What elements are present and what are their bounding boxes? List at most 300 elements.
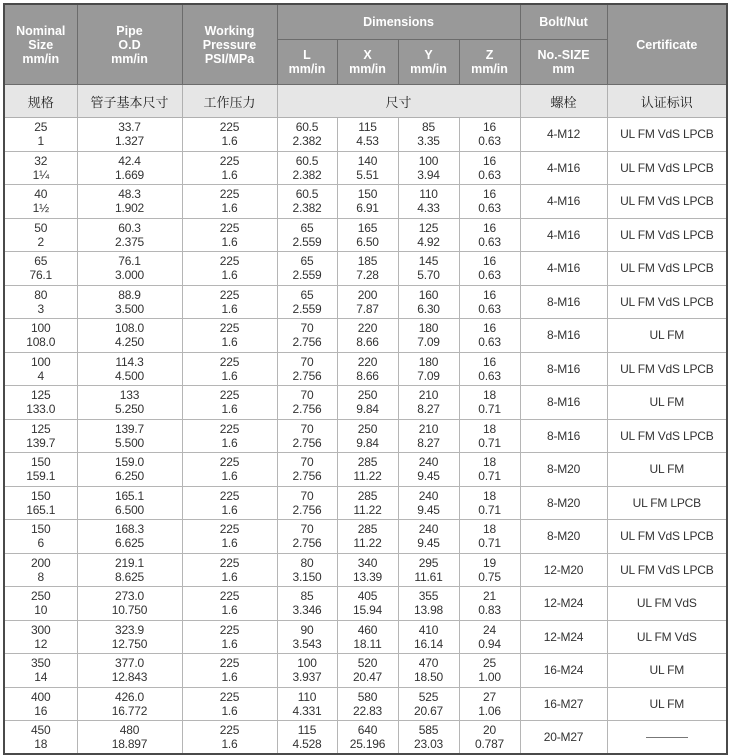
header-text: Nominal <box>16 23 66 38</box>
value-mm: 85 <box>422 120 435 135</box>
value-in: 0.63 <box>478 134 501 149</box>
cell-dim-y <box>398 486 459 520</box>
value-mm: 70 <box>300 354 314 369</box>
cell-nominal-size <box>4 553 77 587</box>
cell-dim-y <box>398 687 459 721</box>
value-mm: 115 <box>358 120 377 135</box>
cell-pipe-od <box>77 587 182 621</box>
cell-dim-x <box>337 319 398 353</box>
cell-dim-x <box>337 419 398 453</box>
value-mm: 125 <box>418 220 439 235</box>
value-mm: 18 <box>483 522 496 537</box>
cell-certificate: UL FM VdS LPCB <box>607 352 727 386</box>
cell-dim-y <box>398 419 459 453</box>
value-in: 0.83 <box>478 603 501 618</box>
value-mm: 40 <box>34 187 48 202</box>
header-dimensions: Dimensions <box>277 4 520 40</box>
cell-dim-y <box>398 620 459 654</box>
value-mm: 125 <box>31 421 51 436</box>
cell-nominal-size <box>4 520 77 554</box>
value-in: 2.756 <box>292 368 322 383</box>
value-in: 10 <box>34 603 48 618</box>
value-mm: 24 <box>483 622 496 637</box>
value-in: 0.71 <box>478 469 501 484</box>
value-mm: 159.0 <box>114 455 145 470</box>
cn-header-pipe-od: 管子基本尺寸 <box>77 85 182 118</box>
cell-dim-z <box>459 553 520 587</box>
value-mm: 21 <box>483 589 496 604</box>
value-mm: 405 <box>357 589 378 604</box>
table-row <box>4 587 727 621</box>
value-mm: 16 <box>483 287 496 302</box>
cell-nominal-size <box>4 319 77 353</box>
value-mm: 520 <box>357 656 378 671</box>
value-in: 0.63 <box>478 234 501 249</box>
value-mm: 27 <box>483 689 496 704</box>
cell-dim-l <box>277 118 337 152</box>
cell-dim-x <box>337 553 398 587</box>
header-unit: mm/in <box>288 62 326 76</box>
cell-dim-x <box>337 386 398 420</box>
cell-working-pressure <box>182 419 277 453</box>
cell-working-pressure <box>182 453 277 487</box>
header-unit: mm/in <box>22 51 60 66</box>
value-in: 6.30 <box>417 301 440 316</box>
value-in: 0.63 <box>478 268 501 283</box>
header-row-chinese <box>4 85 727 118</box>
table-row <box>4 252 727 286</box>
value-in: 0.63 <box>478 368 501 383</box>
value-mm: 240 <box>418 488 439 503</box>
cell-bolt-size: 12-M20 <box>520 553 607 587</box>
value-mm: 165 <box>357 220 378 235</box>
value-mm: 200 <box>357 287 378 302</box>
header-text: Z <box>485 48 494 62</box>
cell-dim-x <box>337 620 398 654</box>
table-row <box>4 319 727 353</box>
value-mm: 65 <box>300 287 314 302</box>
cell-pipe-od <box>77 151 182 185</box>
cn-header-nominal-size: 规格 <box>4 85 77 118</box>
value-in: 0.71 <box>478 502 501 517</box>
value-mm: 200 <box>31 555 51 570</box>
value-in: 2.382 <box>292 167 322 182</box>
value-in: 0.63 <box>478 201 501 216</box>
value-mm: 225 <box>219 254 240 269</box>
value-in: 1.6 <box>221 469 238 484</box>
value-in: 9.45 <box>417 502 440 517</box>
cell-dim-z <box>459 352 520 386</box>
header-unit: mm <box>552 62 575 76</box>
value-in: 1.6 <box>221 335 238 350</box>
cell-bolt-size: 4-M16 <box>520 185 607 219</box>
value-in: 1 <box>37 134 44 149</box>
value-in: 12 <box>34 636 48 651</box>
value-mm: 350 <box>31 656 51 671</box>
cell-dim-x <box>337 185 398 219</box>
cell-working-pressure <box>182 185 277 219</box>
value-mm: 18 <box>483 421 496 436</box>
cell-nominal-size <box>4 453 77 487</box>
value-mm: 76.1 <box>118 254 141 269</box>
value-mm: 300 <box>31 622 51 637</box>
cell-nominal-size <box>4 419 77 453</box>
flange-spec-table <box>3 3 728 755</box>
table-row <box>4 654 727 688</box>
value-in: 76.1 <box>29 268 53 283</box>
value-in: 0.787 <box>475 737 505 751</box>
value-mm: 48.3 <box>118 187 141 202</box>
value-mm: 240 <box>418 455 439 470</box>
cell-bolt-size: 16-M27 <box>520 687 607 721</box>
cell-certificate: UL FM VdS LPCB <box>607 285 727 319</box>
value-mm: 115 <box>297 723 317 737</box>
value-in: 5.250 <box>114 402 145 417</box>
value-in: 0.63 <box>478 335 501 350</box>
value-in: 2.375 <box>114 234 145 249</box>
cell-dim-y <box>398 721 459 755</box>
cell-dim-y <box>398 218 459 252</box>
header-certificate: Certificate <box>607 4 727 85</box>
value-mm: 150 <box>31 522 51 537</box>
value-mm: 225 <box>219 488 240 503</box>
cell-certificate: UL FM VdS LPCB <box>607 252 727 286</box>
value-mm: 125 <box>31 388 51 403</box>
value-mm: 160 <box>418 287 439 302</box>
value-in: 16.772 <box>111 703 148 718</box>
cell-certificate: UL FM <box>607 654 727 688</box>
cn-header-working-pressure: 工作压力 <box>182 85 277 118</box>
cell-dim-l <box>277 185 337 219</box>
cell-dim-l <box>277 654 337 688</box>
value-in: 2.559 <box>292 301 322 316</box>
cell-nominal-size <box>4 654 77 688</box>
cell-dim-l <box>277 319 337 353</box>
value-mm: 340 <box>357 555 378 570</box>
value-mm: 585 <box>418 723 439 737</box>
cell-dim-y <box>398 151 459 185</box>
value-in: 2.756 <box>292 335 322 350</box>
value-in: 133.0 <box>26 402 56 417</box>
value-in: 9.84 <box>356 402 379 417</box>
value-in: 1.06 <box>478 703 501 718</box>
value-in: 3.543 <box>292 636 322 651</box>
cell-dim-y <box>398 654 459 688</box>
table-row <box>4 185 727 219</box>
value-in: 1.6 <box>221 134 238 149</box>
cell-dim-l <box>277 687 337 721</box>
value-in: 1.6 <box>221 234 238 249</box>
table-row <box>4 721 727 755</box>
cell-working-pressure <box>182 687 277 721</box>
header-dim-l <box>277 40 337 85</box>
value-in: 12.843 <box>111 670 148 685</box>
cell-nominal-size <box>4 587 77 621</box>
cell-dim-l <box>277 520 337 554</box>
value-mm: 285 <box>357 488 378 503</box>
value-in: 1½ <box>32 201 49 216</box>
cell-pipe-od <box>77 721 182 755</box>
cell-dim-l <box>277 453 337 487</box>
value-mm: 273.0 <box>114 589 145 604</box>
value-in: 10.750 <box>111 603 148 618</box>
cell-dim-y <box>398 185 459 219</box>
value-in: 8.66 <box>356 335 379 350</box>
table-body <box>4 118 727 755</box>
cell-dim-y <box>398 553 459 587</box>
header-text: Y <box>424 48 433 62</box>
value-mm: 70 <box>300 488 314 503</box>
value-mm: 60.5 <box>295 153 319 168</box>
value-in: 165.1 <box>26 502 56 517</box>
value-in: 108.0 <box>26 335 56 350</box>
value-mm: 16 <box>483 153 496 168</box>
value-in: 2.559 <box>292 268 322 283</box>
cell-pipe-od <box>77 118 182 152</box>
spec-table-container <box>3 3 726 755</box>
cell-working-pressure <box>182 319 277 353</box>
header-text: O.D <box>118 37 141 52</box>
value-in: 16.14 <box>413 636 444 651</box>
cell-dim-l <box>277 620 337 654</box>
value-in: 9.45 <box>417 536 440 551</box>
cell-dim-z <box>459 285 520 319</box>
cell-certificate: UL FM <box>607 319 727 353</box>
value-in: 2.756 <box>292 502 322 517</box>
header-text: Pipe <box>116 23 143 38</box>
cell-dim-z <box>459 654 520 688</box>
value-in: 7.87 <box>356 301 379 316</box>
table-row <box>4 151 727 185</box>
cell-nominal-size <box>4 687 77 721</box>
value-mm: 80 <box>300 555 314 570</box>
cell-dim-z <box>459 386 520 420</box>
value-in: 2.756 <box>292 536 322 551</box>
cell-dim-x <box>337 486 398 520</box>
value-in: 0.71 <box>478 402 501 417</box>
cell-nominal-size <box>4 185 77 219</box>
header-text: X <box>363 48 372 62</box>
value-mm: 450 <box>31 723 51 737</box>
value-in: 2.756 <box>292 435 322 450</box>
value-mm: 42.4 <box>118 153 141 168</box>
cell-certificate: UL FM VdS LPCB <box>607 151 727 185</box>
value-mm: 16 <box>483 254 496 269</box>
cell-dim-x <box>337 687 398 721</box>
cell-dim-x <box>337 654 398 688</box>
value-mm: 460 <box>357 622 378 637</box>
value-mm: 220 <box>357 321 378 336</box>
value-mm: 139.7 <box>114 421 145 436</box>
cell-certificate: UL FM VdS LPCB <box>607 520 727 554</box>
value-mm: 18 <box>483 488 496 503</box>
value-mm: 32 <box>34 153 48 168</box>
value-mm: 225 <box>219 689 240 704</box>
cell-dim-z <box>459 419 520 453</box>
value-mm: 225 <box>219 622 240 637</box>
value-mm: 70 <box>300 522 314 537</box>
value-mm: 220 <box>357 354 378 369</box>
value-mm: 470 <box>418 656 439 671</box>
value-in: 3.150 <box>292 569 322 584</box>
cell-pipe-od <box>77 486 182 520</box>
cell-pipe-od <box>77 553 182 587</box>
value-mm: 225 <box>219 455 240 470</box>
value-mm: 70 <box>300 388 314 403</box>
value-in: 6.500 <box>114 502 145 517</box>
cn-header-dimensions: 尺寸 <box>277 85 520 118</box>
value-mm: 225 <box>219 321 240 336</box>
value-in: 18.897 <box>111 737 148 751</box>
value-in: 7.09 <box>417 335 440 350</box>
value-in: 1.6 <box>221 703 238 718</box>
header-pipe-od <box>77 4 182 85</box>
cell-dim-z <box>459 687 520 721</box>
value-in: 0.63 <box>478 167 501 182</box>
value-mm: 33.7 <box>118 120 141 135</box>
value-mm: 50 <box>34 220 48 235</box>
value-mm: 180 <box>418 354 439 369</box>
cell-dim-x <box>337 218 398 252</box>
table-row <box>4 285 727 319</box>
value-in: 2.756 <box>292 469 322 484</box>
value-in: 4.92 <box>417 234 440 249</box>
cell-pipe-od <box>77 185 182 219</box>
value-in: 11.61 <box>414 569 443 584</box>
value-mm: 225 <box>219 153 240 168</box>
cell-working-pressure <box>182 218 277 252</box>
cell-bolt-size: 8-M16 <box>520 352 607 386</box>
value-in: 3.500 <box>114 301 145 316</box>
value-in: 1.00 <box>478 670 501 685</box>
cell-dim-x <box>337 587 398 621</box>
cell-certificate <box>607 721 727 755</box>
value-in: 159.1 <box>26 469 56 484</box>
cn-header-bolt: 螺栓 <box>520 85 607 118</box>
value-in: 1.6 <box>221 670 238 685</box>
table-row <box>4 352 727 386</box>
cell-nominal-size <box>4 721 77 755</box>
value-in: 9.84 <box>356 435 379 450</box>
value-mm: 165.1 <box>114 488 145 503</box>
value-mm: 90 <box>300 622 314 637</box>
cell-dim-y <box>398 352 459 386</box>
table-row <box>4 553 727 587</box>
value-mm: 323.9 <box>114 622 145 637</box>
value-in: 15.94 <box>352 603 383 618</box>
value-in: 6.250 <box>114 469 145 484</box>
cell-dim-y <box>398 587 459 621</box>
value-in: 13.98 <box>413 603 444 618</box>
value-mm: 580 <box>357 689 378 704</box>
value-in: 12.750 <box>111 636 148 651</box>
value-mm: 100 <box>418 153 439 168</box>
value-mm: 60.5 <box>295 187 319 202</box>
cell-dim-x <box>337 252 398 286</box>
cell-dim-z <box>459 319 520 353</box>
value-mm: 19 <box>483 555 496 570</box>
value-mm: 65 <box>300 220 314 235</box>
cell-bolt-size: 4-M16 <box>520 151 607 185</box>
value-mm: 225 <box>219 388 240 403</box>
value-in: 5.500 <box>114 435 145 450</box>
value-in: 13.39 <box>352 569 383 584</box>
cell-dim-z <box>459 151 520 185</box>
cell-dim-l <box>277 285 337 319</box>
value-mm: 250 <box>31 589 51 604</box>
value-in: 11.22 <box>353 502 382 517</box>
cell-bolt-size: 8-M20 <box>520 486 607 520</box>
value-mm: 100 <box>31 354 51 369</box>
value-in: 1.902 <box>114 201 145 216</box>
value-mm: 240 <box>418 522 439 537</box>
cell-dim-l <box>277 587 337 621</box>
value-in: 3.000 <box>114 268 145 283</box>
cell-dim-y <box>398 118 459 152</box>
value-mm: 640 <box>357 723 378 737</box>
cell-nominal-size <box>4 252 77 286</box>
value-mm: 16 <box>483 220 496 235</box>
cell-certificate: UL FM LPCB <box>607 486 727 520</box>
header-unit: PSI/MPa <box>204 51 255 66</box>
cell-certificate: UL FM VdS LPCB <box>607 118 727 152</box>
cell-bolt-size: 12-M24 <box>520 620 607 654</box>
value-mm: 80 <box>34 287 48 302</box>
cell-dim-x <box>337 118 398 152</box>
cell-working-pressure <box>182 285 277 319</box>
value-in: 1.6 <box>221 603 238 618</box>
value-mm: 16 <box>483 354 496 369</box>
table-row <box>4 453 727 487</box>
cell-bolt-size: 8-M16 <box>520 285 607 319</box>
header-text: Working <box>204 23 255 38</box>
cell-dim-l <box>277 553 337 587</box>
cell-pipe-od <box>77 453 182 487</box>
cell-working-pressure <box>182 654 277 688</box>
cell-pipe-od <box>77 218 182 252</box>
cell-dim-l <box>277 486 337 520</box>
cell-certificate: UL FM VdS <box>607 587 727 621</box>
value-in: 1.6 <box>221 201 238 216</box>
value-in: 6.625 <box>114 536 145 551</box>
cell-dim-l <box>277 218 337 252</box>
value-in: 4.331 <box>292 703 322 718</box>
header-dim-x <box>337 40 398 85</box>
cell-pipe-od <box>77 687 182 721</box>
value-mm: 88.9 <box>118 287 141 302</box>
value-in: 8.66 <box>356 368 379 383</box>
value-mm: 65 <box>300 254 314 269</box>
value-in: 8.27 <box>417 402 440 417</box>
cell-nominal-size <box>4 352 77 386</box>
value-in: 1.6 <box>221 402 238 417</box>
table-row <box>4 419 727 453</box>
cell-nominal-size <box>4 151 77 185</box>
value-mm: 250 <box>357 421 378 436</box>
cell-dim-z <box>459 520 520 554</box>
cell-nominal-size <box>4 620 77 654</box>
cell-dim-z <box>459 620 520 654</box>
value-in: 1.669 <box>114 167 145 182</box>
value-mm: 100 <box>31 321 51 336</box>
value-mm: 355 <box>418 589 439 604</box>
header-bolt-nut: Bolt/Nut <box>520 4 607 40</box>
cell-dim-z <box>459 218 520 252</box>
value-in: 18.11 <box>353 636 382 651</box>
value-in: 3.35 <box>417 134 440 149</box>
value-in: 1.6 <box>221 569 238 584</box>
cell-pipe-od <box>77 620 182 654</box>
